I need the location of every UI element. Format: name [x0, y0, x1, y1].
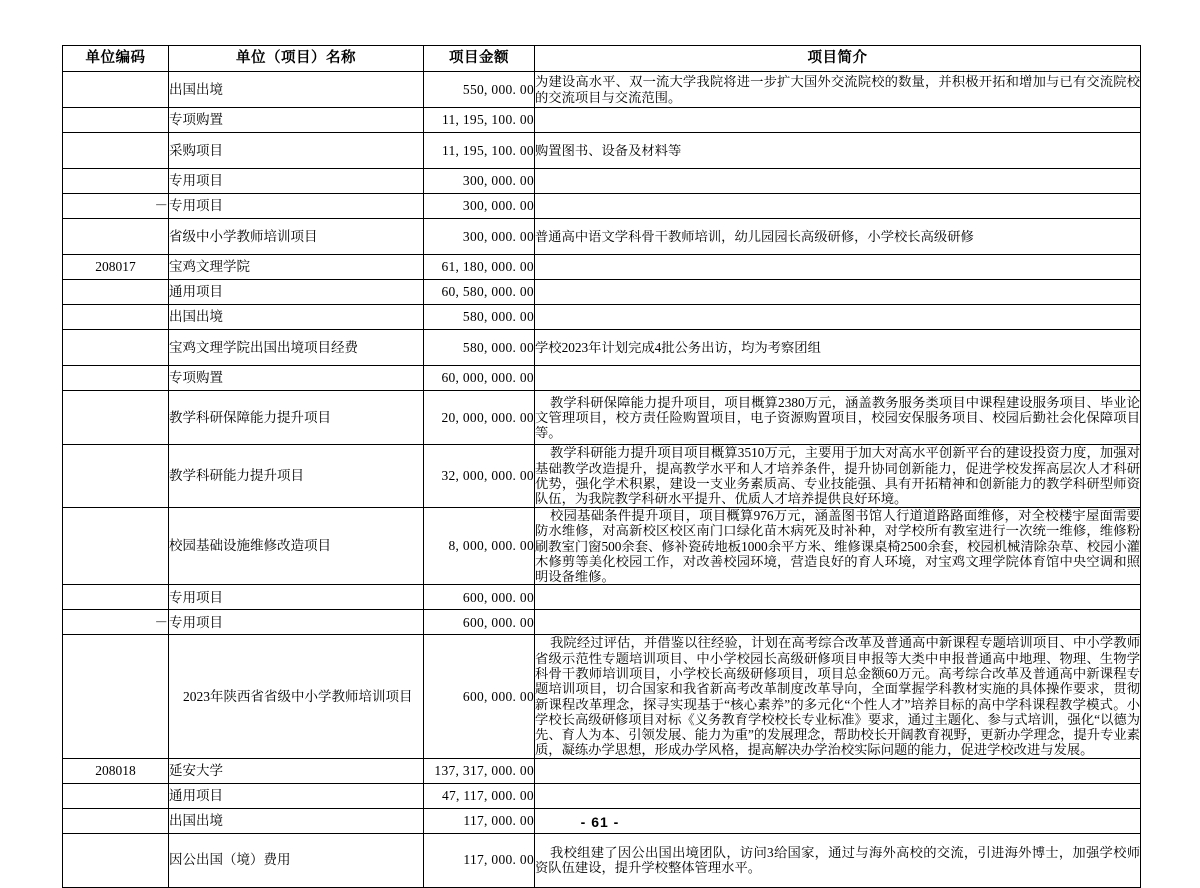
cell-unit-code: [63, 585, 169, 610]
table-row: [63, 635, 1141, 758]
cell-unit-code: 208018: [63, 758, 169, 783]
table-row: [63, 833, 1141, 887]
cell-unit-code: [63, 108, 169, 133]
cell-unit-code: [63, 508, 169, 585]
cell-description: [535, 194, 1141, 219]
cell-unit-code: [63, 445, 169, 508]
cell-unit-name: 宝鸡文理学院出国出境项目经费: [169, 330, 424, 366]
column-header-unit-code: 单位编码: [63, 46, 169, 72]
cell-unit-code: [63, 833, 169, 887]
table-row: [63, 108, 1141, 133]
cell-description: 我校组建了因公出国出境团队，访问3给国家，通过与海外高校的交流，引进海外博士，加强学校师资队伍建设，提升学校整体管理水平。: [535, 833, 1141, 887]
cell-description: [535, 610, 1141, 635]
cell-unit-name: 专用项目: [169, 610, 424, 635]
cell-amount: 580, 000. 00: [424, 305, 535, 330]
cell-unit-code: [63, 72, 169, 108]
cell-description: 教学科研能力提升项目项目概算3510万元，主要用于加大对高水平创新平台的建设投资力度，加强对基础教学改造提升，提高教学水平和人才培养条件，提升协同创新能力，促进学校发挥高层次人才科研优势，强化学术积累，建设一支业务素质高、专业技能强、具有开拓精神和创新能力的教学科研型师资队伍，为我院教学科研水平提升、优质人才培养提供良好环境。: [535, 445, 1140, 507]
cell-unit-code: －: [63, 610, 169, 635]
cell-amount: 300, 000. 00: [424, 169, 535, 194]
cell-amount: 117, 000. 00: [424, 833, 535, 887]
cell-unit-name: 通用项目: [169, 783, 424, 808]
cell-unit-name: 出国出境: [169, 305, 424, 330]
budget-detail-table: [62, 45, 1141, 888]
cell-unit-code: [63, 635, 169, 758]
table-row: [63, 366, 1141, 391]
table-header-row: [63, 46, 1141, 72]
cell-amount: 300, 000. 00: [424, 219, 535, 255]
table-row: [63, 72, 1141, 108]
cell-unit-name: 省级中小学教师培训项目: [169, 219, 424, 255]
cell-description: [535, 305, 1141, 330]
table-header: [63, 46, 1141, 72]
table-row: [63, 445, 1141, 508]
cell-amount: 20, 000, 000. 00: [424, 391, 535, 445]
table-row: [63, 305, 1141, 330]
column-header-unit-name: 单位（项目）名称: [169, 46, 424, 72]
cell-unit-name: 专项购置: [169, 366, 424, 391]
cell-unit-name: 专项购置: [169, 108, 424, 133]
cell-amount: 32, 000, 000. 00: [424, 445, 535, 508]
cell-amount: 60, 580, 000. 00: [424, 280, 535, 305]
cell-unit-name: 因公出国（境）费用: [169, 833, 424, 887]
cell-unit-name: 通用项目: [169, 280, 424, 305]
cell-description: 普通高中语文学科骨干教师培训，幼儿园园长高级研修，小学校长高级研修: [535, 219, 1141, 255]
cell-unit-code: [63, 305, 169, 330]
cell-unit-name: 教学科研保障能力提升项目: [169, 391, 424, 445]
cell-description: [535, 280, 1141, 305]
cell-description: [535, 366, 1141, 391]
cell-description: 为建设高水平、双一流大学我院将进一步扩大国外交流院校的数量，并积极开拓和增加与已有交流院校的交流项目与交流范围。: [535, 72, 1141, 108]
cell-unit-name: 专用项目: [169, 585, 424, 610]
table-row: [63, 758, 1141, 783]
cell-amount: 600, 000. 00: [424, 635, 535, 758]
table-row: [63, 280, 1141, 305]
cell-amount: 47, 117, 000. 00: [424, 783, 535, 808]
cell-amount: 60, 000, 000. 00: [424, 366, 535, 391]
cell-unit-code: 208017: [63, 255, 169, 280]
cell-description: 教学科研保障能力提升项目，项目概算2380万元，涵盖教务服务类项目中课程建设服务项目、毕业论文管理项目，校方责任险购置项目，电子资源购置项目，校园安保服务项目、校园后勤社会化保障项目等。: [535, 391, 1141, 445]
column-header-amount: 项目金额: [424, 46, 535, 72]
table-row: [63, 585, 1141, 610]
cell-unit-name: 校园基础设施维修改造项目: [169, 508, 424, 585]
cell-unit-code: －: [63, 194, 169, 219]
cell-amount: 600, 000. 00: [424, 585, 535, 610]
table-row: [63, 255, 1141, 280]
cell-amount: 300, 000. 00: [424, 194, 535, 219]
column-header-description: 项目简介: [535, 46, 1141, 72]
table-row: [63, 194, 1141, 219]
cell-amount: 11, 195, 100. 00: [424, 108, 535, 133]
cell-unit-code: [63, 783, 169, 808]
cell-unit-name: 专用项目: [169, 194, 424, 219]
cell-amount: 61, 180, 000. 00: [424, 255, 535, 280]
cell-description: [535, 783, 1141, 808]
cell-unit-code: [63, 330, 169, 366]
cell-description: 学校2023年计划完成4批公务出访，均为考察团组: [535, 330, 1141, 366]
cell-unit-name: 宝鸡文理学院: [169, 255, 424, 280]
cell-unit-name: 出国出境: [169, 808, 424, 833]
cell-description: [535, 169, 1141, 194]
table-row: [63, 219, 1141, 255]
cell-description: [535, 758, 1141, 783]
cell-description: [535, 585, 1141, 610]
table-row: [63, 610, 1141, 635]
cell-description: [535, 255, 1141, 280]
cell-unit-code: [63, 133, 169, 169]
cell-description: [535, 108, 1141, 133]
cell-amount: 550, 000. 00: [424, 72, 535, 108]
table-row: [63, 169, 1141, 194]
cell-description: 我院经过评估，并借鉴以往经验，计划在高考综合改革及普通高中新课程专题培训项目、中小学教师省级示范性专题培训项目、中小学校园长高级研修项目申报等大类中申报普通高中地理、物理、生物学科骨干教师培训项目，小学校长高级研修项目，项目总金额60万元。高考综合改革及普通高中新课程专题培训项目，切合国家和我省新高考改革制度改革导向，全面掌握学科教材实施的具体操作要求，贯彻新课程改革理念，探寻实现基于“核心素养”的多元化“个性人才”培养目标的高中学科课程教学模式。小学校长高级研修项目对标《义务教育学校校长专业标准》要求，通过主题化、参与式培训，强化“以德为先、育人为本、引领发展、能力为重”的发展理念，帮助校长开阔教育视野，更新办学理念，提升专业素质，凝练办学思想，形成办学风格，提高解决办学治校实际问题的能力，促进学校改进与发展。: [535, 635, 1140, 758]
page-number: - 61 -: [580, 814, 620, 830]
cell-amount: 8, 000, 000. 00: [424, 508, 535, 585]
cell-amount: 137, 317, 000. 00: [424, 758, 535, 783]
cell-unit-name: 教学科研能力提升项目: [169, 445, 424, 508]
cell-amount: 600, 000. 00: [424, 610, 535, 635]
cell-unit-code: [63, 366, 169, 391]
table-body: [63, 72, 1141, 888]
table-row: [63, 133, 1141, 169]
cell-unit-code: [63, 391, 169, 445]
cell-unit-code: [63, 169, 169, 194]
cell-unit-code: [63, 280, 169, 305]
cell-amount: 11, 195, 100. 00: [424, 133, 535, 169]
cell-unit-name: 采购项目: [169, 133, 424, 169]
table-row: [63, 783, 1141, 808]
cell-description: 购置图书、设备及材料等: [535, 133, 1141, 169]
cell-unit-code: [63, 219, 169, 255]
table-row: [63, 508, 1141, 585]
table-row: [63, 330, 1141, 366]
table-row: [63, 391, 1141, 445]
cell-amount: 580, 000. 00: [424, 330, 535, 366]
cell-description: 校园基础条件提升项目，项目概算976万元，涵盖图书馆人行道道路路面维修，对全校楼宇屋面需要防水维修，对高新校区校区南门口绿化苗木病死及时补种，对学校所有教室进行一次统一维修，维修粉刷教室门窗500余套、修补瓷砖地板1000余平方米、维修课桌椅2500余套，校园机械清除杂草、校园小灌木修剪等美化校园工作，对改善校园环境，营造良好的育人环境，对宝鸡文理学院体育馆中央空调和照明设备维修。: [535, 508, 1141, 585]
cell-unit-name: 2023年陕西省省级中小学教师培训项目: [169, 635, 424, 758]
cell-amount: 117, 000. 00: [424, 808, 535, 833]
cell-unit-name: 专用项目: [169, 169, 424, 194]
cell-unit-name: 延安大学: [169, 758, 424, 783]
cell-unit-name: 出国出境: [169, 72, 424, 108]
